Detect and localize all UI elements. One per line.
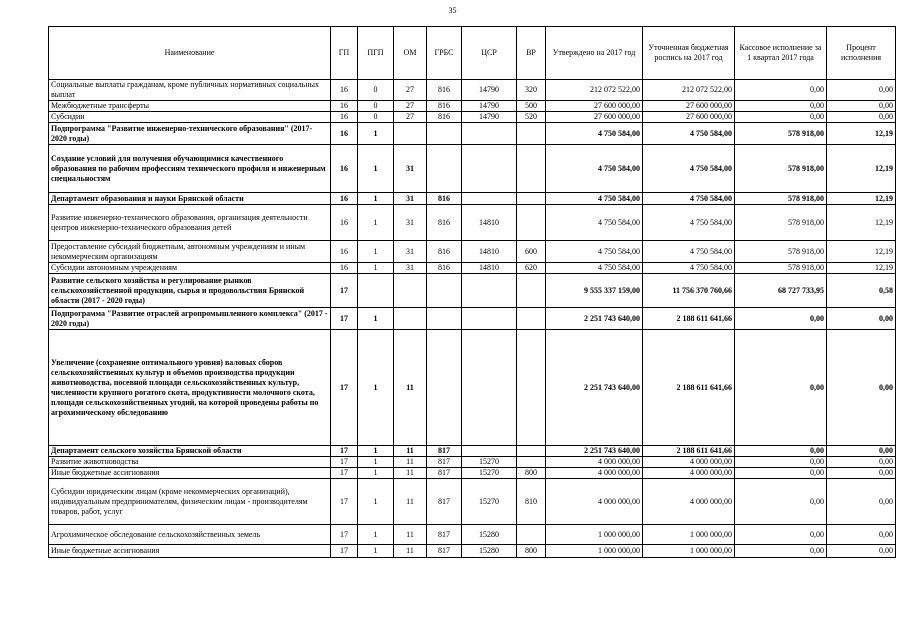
cell-name: Предоставление субсидий бюджетным, автономным учреждениям и иным некоммерческим организациям bbox=[49, 241, 331, 263]
cell-om: 27 bbox=[394, 101, 427, 112]
cell-percent: 0,00 bbox=[827, 525, 896, 545]
table-row bbox=[49, 263, 896, 274]
cell-approved: 4 750 584,00 bbox=[546, 205, 643, 241]
cell-pgp: 0 bbox=[358, 80, 394, 101]
cell-cash: 578 918,00 bbox=[735, 145, 827, 193]
cell-om: 11 bbox=[394, 525, 427, 545]
cell-gp: 17 bbox=[331, 525, 358, 545]
cell-cash: 578 918,00 bbox=[735, 205, 827, 241]
cell-pgp: 0 bbox=[358, 112, 394, 123]
table-row bbox=[49, 308, 896, 330]
cell-grbs: 816 bbox=[427, 263, 462, 274]
cell-vr bbox=[517, 274, 546, 308]
cell-pgp: 1 bbox=[358, 525, 394, 545]
cell-cash: 68 727 733,95 bbox=[735, 274, 827, 308]
cell-grbs: 816 bbox=[427, 205, 462, 241]
cell-cash: 0,00 bbox=[735, 112, 827, 123]
cell-pgp: 1 bbox=[358, 457, 394, 468]
cell-revised: 2 188 611 641,66 bbox=[643, 330, 735, 446]
cell-approved: 27 600 000,00 bbox=[546, 101, 643, 112]
table-row bbox=[49, 205, 896, 241]
cell-pgp: 0 bbox=[358, 101, 394, 112]
cell-om bbox=[394, 308, 427, 330]
header-gp: ГП bbox=[331, 27, 358, 80]
cell-approved: 9 555 337 159,00 bbox=[546, 274, 643, 308]
cell-csr: 14790 bbox=[462, 101, 517, 112]
cell-cash: 0,00 bbox=[735, 457, 827, 468]
cell-cash: 0,00 bbox=[735, 525, 827, 545]
cell-pgp: 1 bbox=[358, 308, 394, 330]
cell-percent: 0,58 bbox=[827, 274, 896, 308]
cell-percent: 12,19 bbox=[827, 145, 896, 193]
cell-cash: 578 918,00 bbox=[735, 241, 827, 263]
cell-om: 11 bbox=[394, 446, 427, 457]
cell-csr: 14810 bbox=[462, 263, 517, 274]
cell-percent: 0,00 bbox=[827, 468, 896, 479]
cell-approved: 4 750 584,00 bbox=[546, 263, 643, 274]
cell-revised: 11 756 370 760,66 bbox=[643, 274, 735, 308]
cell-pgp: 1 bbox=[358, 205, 394, 241]
cell-cash: 0,00 bbox=[735, 308, 827, 330]
cell-approved: 2 251 743 640,00 bbox=[546, 308, 643, 330]
cell-pgp: 1 bbox=[358, 330, 394, 446]
cell-om: 31 bbox=[394, 193, 427, 205]
cell-csr: 14790 bbox=[462, 80, 517, 101]
cell-om: 31 bbox=[394, 205, 427, 241]
cell-pgp: 1 bbox=[358, 241, 394, 263]
table-row bbox=[49, 479, 896, 525]
cell-pgp: 1 bbox=[358, 545, 394, 558]
cell-gp: 17 bbox=[331, 479, 358, 525]
cell-om: 11 bbox=[394, 545, 427, 558]
cell-gp: 17 bbox=[331, 457, 358, 468]
cell-gp: 16 bbox=[331, 205, 358, 241]
cell-cash: 0,00 bbox=[735, 468, 827, 479]
cell-grbs bbox=[427, 145, 462, 193]
cell-approved: 2 251 743 640,00 bbox=[546, 446, 643, 457]
cell-grbs: 816 bbox=[427, 112, 462, 123]
cell-approved: 4 000 000,00 bbox=[546, 479, 643, 525]
cell-vr bbox=[517, 525, 546, 545]
cell-name: Развитие сельского хозяйства и регулирование рынков сельскохозяйственной продукции, сырья и продовольствия Брянской области (2017 - 2020 годы) bbox=[49, 274, 331, 308]
header-name: Наименование bbox=[49, 27, 331, 80]
cell-om: 11 bbox=[394, 330, 427, 446]
cell-gp: 17 bbox=[331, 468, 358, 479]
cell-gp: 17 bbox=[331, 446, 358, 457]
table-row bbox=[49, 525, 896, 545]
cell-name: Агрохимическое обследование сельскохозяйственных земель bbox=[49, 525, 331, 545]
cell-grbs: 817 bbox=[427, 545, 462, 558]
cell-percent: 0,00 bbox=[827, 112, 896, 123]
cell-pgp: 1 bbox=[358, 468, 394, 479]
cell-percent: 12,19 bbox=[827, 241, 896, 263]
cell-pgp: 1 bbox=[358, 193, 394, 205]
cell-approved: 1 000 000,00 bbox=[546, 545, 643, 558]
cell-revised: 27 600 000,00 bbox=[643, 101, 735, 112]
cell-pgp bbox=[358, 274, 394, 308]
cell-csr bbox=[462, 330, 517, 446]
cell-vr bbox=[517, 330, 546, 446]
cell-grbs: 817 bbox=[427, 525, 462, 545]
cell-vr bbox=[517, 457, 546, 468]
cell-om: 27 bbox=[394, 112, 427, 123]
cell-csr bbox=[462, 446, 517, 457]
cell-percent: 0,00 bbox=[827, 308, 896, 330]
cell-revised: 2 188 611 641,66 bbox=[643, 308, 735, 330]
cell-revised: 4 750 584,00 bbox=[643, 123, 735, 145]
cell-name: Развитие животноводства bbox=[49, 457, 331, 468]
table-row bbox=[49, 101, 896, 112]
cell-vr bbox=[517, 193, 546, 205]
cell-revised: 4 000 000,00 bbox=[643, 479, 735, 525]
cell-cash: 0,00 bbox=[735, 479, 827, 525]
cell-om: 11 bbox=[394, 457, 427, 468]
cell-gp: 16 bbox=[331, 101, 358, 112]
header-grbs: ГРБС bbox=[427, 27, 462, 80]
cell-grbs: 817 bbox=[427, 479, 462, 525]
cell-vr: 520 bbox=[517, 112, 546, 123]
cell-pgp: 1 bbox=[358, 263, 394, 274]
cell-csr bbox=[462, 145, 517, 193]
cell-pgp: 1 bbox=[358, 479, 394, 525]
cell-name: Социальные выплаты гражданам, кроме публичных нормативных социальных выплат bbox=[49, 80, 331, 101]
cell-gp: 16 bbox=[331, 193, 358, 205]
cell-vr bbox=[517, 123, 546, 145]
cell-cash: 0,00 bbox=[735, 446, 827, 457]
table-row bbox=[49, 446, 896, 457]
cell-grbs bbox=[427, 308, 462, 330]
cell-grbs: 817 bbox=[427, 468, 462, 479]
table-row bbox=[49, 545, 896, 558]
header-percent: Процент исполнения bbox=[827, 27, 896, 80]
cell-vr: 810 bbox=[517, 479, 546, 525]
table-row bbox=[49, 330, 896, 446]
cell-cash: 0,00 bbox=[735, 545, 827, 558]
cell-name: Создание условий для получения обучающимися качественного образования по рабочим профессиям технического профиля и инженерным специальностям bbox=[49, 145, 331, 193]
cell-name: Субсидии юридическим лицам (кроме некоммерческих организаций), индивидуальным предпринимателям, физическим лицам - производителям товаров, работ, услуг bbox=[49, 479, 331, 525]
cell-om: 27 bbox=[394, 80, 427, 101]
cell-name: Развитие инженерно-технического образования, организация деятельности центров инженерно-технического образования детей bbox=[49, 205, 331, 241]
cell-gp: 16 bbox=[331, 263, 358, 274]
cell-percent: 12,19 bbox=[827, 123, 896, 145]
table-row bbox=[49, 80, 896, 101]
cell-gp: 16 bbox=[331, 145, 358, 193]
cell-om: 11 bbox=[394, 479, 427, 525]
cell-csr: 15270 bbox=[462, 479, 517, 525]
cell-csr bbox=[462, 308, 517, 330]
cell-vr: 320 bbox=[517, 80, 546, 101]
cell-percent: 0,00 bbox=[827, 457, 896, 468]
cell-cash: 578 918,00 bbox=[735, 123, 827, 145]
cell-csr bbox=[462, 193, 517, 205]
cell-revised: 4 000 000,00 bbox=[643, 468, 735, 479]
cell-approved: 4 750 584,00 bbox=[546, 193, 643, 205]
cell-gp: 17 bbox=[331, 308, 358, 330]
cell-percent: 0,00 bbox=[827, 479, 896, 525]
cell-revised: 4 750 584,00 bbox=[643, 205, 735, 241]
cell-grbs bbox=[427, 123, 462, 145]
cell-csr: 15270 bbox=[462, 468, 517, 479]
cell-revised: 27 600 000,00 bbox=[643, 112, 735, 123]
cell-pgp: 1 bbox=[358, 123, 394, 145]
header-csr: ЦСР bbox=[462, 27, 517, 80]
cell-name: Подпрограмма "Развитие отраслей агропромышленного комплекса" (2017 - 2020 годы) bbox=[49, 308, 331, 330]
table-row bbox=[49, 468, 896, 479]
cell-grbs bbox=[427, 330, 462, 446]
cell-om bbox=[394, 123, 427, 145]
cell-name: Субсидии автономным учреждениям bbox=[49, 263, 331, 274]
cell-name: Подпрограмма "Развитие инженерно-технического образования" (2017-2020 годы) bbox=[49, 123, 331, 145]
cell-percent: 0,00 bbox=[827, 545, 896, 558]
cell-name: Иные бюджетные ассигнования bbox=[49, 468, 331, 479]
cell-name: Увеличение (сохранение оптимального уровня) валовых сборов сельскохозяйственных культур и объемов производства продукции животноводства, посевной площади сельскохозяйственных культур, численности крупного рогатого скота, продуктивности молочного скота, площади сельскохозяйственных угодий, на которой проведены работы по агрохимическому обследованию bbox=[49, 330, 331, 446]
table-row bbox=[49, 241, 896, 263]
cell-gp: 17 bbox=[331, 330, 358, 446]
cell-approved: 4 000 000,00 bbox=[546, 468, 643, 479]
table-row bbox=[49, 145, 896, 193]
header-approved: Утверждено на 2017 год bbox=[546, 27, 643, 80]
cell-name: Субсидии bbox=[49, 112, 331, 123]
cell-approved: 4 750 584,00 bbox=[546, 145, 643, 193]
cell-approved: 4 750 584,00 bbox=[546, 241, 643, 263]
budget-table bbox=[48, 26, 896, 558]
cell-grbs: 816 bbox=[427, 241, 462, 263]
cell-approved: 1 000 000,00 bbox=[546, 525, 643, 545]
cell-revised: 4 750 584,00 bbox=[643, 241, 735, 263]
cell-pgp: 1 bbox=[358, 446, 394, 457]
cell-revised: 4 000 000,00 bbox=[643, 457, 735, 468]
cell-percent: 12,19 bbox=[827, 263, 896, 274]
cell-percent: 0,00 bbox=[827, 101, 896, 112]
cell-gp: 17 bbox=[331, 545, 358, 558]
cell-csr bbox=[462, 123, 517, 145]
cell-gp: 16 bbox=[331, 80, 358, 101]
cell-approved: 4 000 000,00 bbox=[546, 457, 643, 468]
table-body bbox=[49, 80, 896, 558]
cell-grbs: 817 bbox=[427, 457, 462, 468]
cell-revised: 212 072 522,00 bbox=[643, 80, 735, 101]
header-revised: Уточненная бюджетная роспись на 2017 год bbox=[643, 27, 735, 80]
cell-grbs: 816 bbox=[427, 193, 462, 205]
cell-name: Иные бюджетные ассигнования bbox=[49, 545, 331, 558]
table-row bbox=[49, 112, 896, 123]
cell-gp: 17 bbox=[331, 274, 358, 308]
cell-percent: 0,00 bbox=[827, 446, 896, 457]
cell-grbs: 816 bbox=[427, 80, 462, 101]
header-om: ОМ bbox=[394, 27, 427, 80]
cell-percent: 12,19 bbox=[827, 205, 896, 241]
cell-csr: 15280 bbox=[462, 545, 517, 558]
cell-vr: 800 bbox=[517, 468, 546, 479]
cell-csr: 14810 bbox=[462, 205, 517, 241]
cell-approved: 2 251 743 640,00 bbox=[546, 330, 643, 446]
cell-vr bbox=[517, 205, 546, 241]
cell-gp: 16 bbox=[331, 112, 358, 123]
cell-cash: 0,00 bbox=[735, 330, 827, 446]
cell-revised: 1 000 000,00 bbox=[643, 545, 735, 558]
cell-csr: 15280 bbox=[462, 525, 517, 545]
cell-om bbox=[394, 274, 427, 308]
cell-csr: 14810 bbox=[462, 241, 517, 263]
cell-om: 31 bbox=[394, 145, 427, 193]
header-pgp: ПГП bbox=[358, 27, 394, 80]
table-row bbox=[49, 123, 896, 145]
cell-revised: 4 750 584,00 bbox=[643, 263, 735, 274]
cell-cash: 578 918,00 bbox=[735, 263, 827, 274]
cell-gp: 16 bbox=[331, 123, 358, 145]
cell-om: 31 bbox=[394, 241, 427, 263]
cell-name: Департамент сельского хозяйства Брянской области bbox=[49, 446, 331, 457]
cell-name: Департамент образования и науки Брянской области bbox=[49, 193, 331, 205]
cell-gp: 16 bbox=[331, 241, 358, 263]
cell-revised: 4 750 584,00 bbox=[643, 145, 735, 193]
cell-approved: 212 072 522,00 bbox=[546, 80, 643, 101]
table-header-row bbox=[49, 27, 896, 80]
cell-vr bbox=[517, 145, 546, 193]
cell-grbs bbox=[427, 274, 462, 308]
cell-approved: 4 750 584,00 bbox=[546, 123, 643, 145]
table-row bbox=[49, 457, 896, 468]
cell-pgp: 1 bbox=[358, 145, 394, 193]
cell-percent: 12,19 bbox=[827, 193, 896, 205]
cell-vr: 800 bbox=[517, 545, 546, 558]
header-cash: Кассовое исполнение за 1 квартал 2017 года bbox=[735, 27, 827, 80]
cell-vr bbox=[517, 308, 546, 330]
table-row bbox=[49, 193, 896, 205]
cell-om: 11 bbox=[394, 468, 427, 479]
cell-vr: 600 bbox=[517, 241, 546, 263]
cell-grbs: 816 bbox=[427, 101, 462, 112]
table-row bbox=[49, 274, 896, 308]
cell-grbs: 817 bbox=[427, 446, 462, 457]
cell-csr: 14790 bbox=[462, 112, 517, 123]
cell-approved: 27 600 000,00 bbox=[546, 112, 643, 123]
page-number: 35 bbox=[448, 6, 457, 15]
cell-cash: 578 918,00 bbox=[735, 193, 827, 205]
cell-revised: 2 188 611 641,66 bbox=[643, 446, 735, 457]
cell-csr: 15270 bbox=[462, 457, 517, 468]
cell-name: Межбюджетные трансферты bbox=[49, 101, 331, 112]
cell-cash: 0,00 bbox=[735, 80, 827, 101]
cell-vr bbox=[517, 446, 546, 457]
cell-vr: 500 bbox=[517, 101, 546, 112]
cell-revised: 4 750 584,00 bbox=[643, 193, 735, 205]
cell-vr: 620 bbox=[517, 263, 546, 274]
cell-csr bbox=[462, 274, 517, 308]
cell-revised: 1 000 000,00 bbox=[643, 525, 735, 545]
cell-percent: 0,00 bbox=[827, 330, 896, 446]
cell-percent: 0,00 bbox=[827, 80, 896, 101]
cell-om: 31 bbox=[394, 263, 427, 274]
cell-cash: 0,00 bbox=[735, 101, 827, 112]
header-vr: ВР bbox=[517, 27, 546, 80]
